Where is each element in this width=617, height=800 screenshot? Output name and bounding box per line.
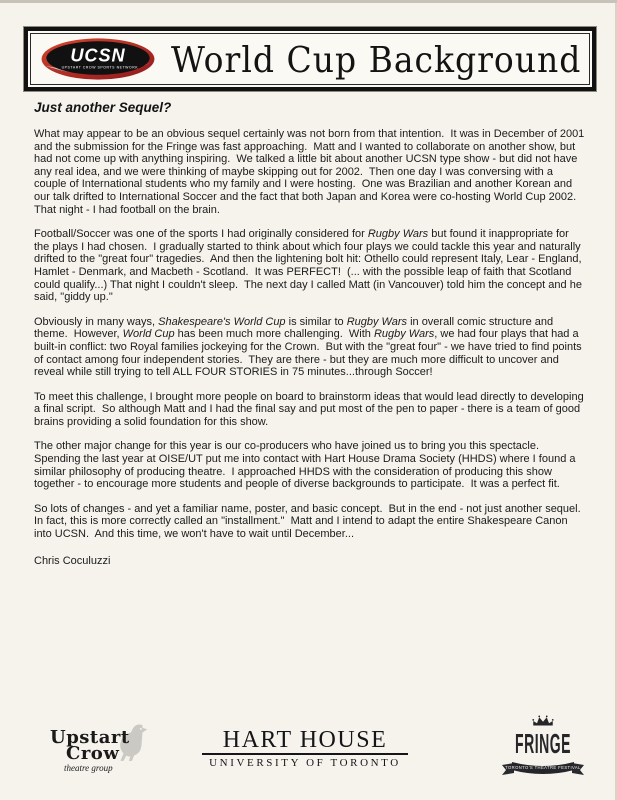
ucsn-acronym: UCSN bbox=[70, 45, 126, 66]
hart-house-subtitle: UNIVERSITY OF TORONTO bbox=[209, 757, 401, 769]
ucsn-tagline: UPSTART CROW SPORTS NETWORK bbox=[61, 65, 139, 70]
paragraph-6: So lots of changes - and yet a familiar name, poster, and basic concept. But in the end - not just another sequel. In fact, this is more correctly called an "installment." Matt and I intend to adapt the entire Shakespeare Canon into UCSN. And this time, we won't have to wait until December... bbox=[34, 502, 587, 541]
title-banner bbox=[24, 27, 596, 91]
hart-house-name: HART HOUSE bbox=[202, 728, 408, 755]
ucsn-logo-icon bbox=[39, 37, 157, 81]
footer-logos bbox=[0, 712, 617, 797]
paragraph-3: Obviously in many ways, Shakespeare's World Cup is similar to Rugby Wars in overall comic structure and theme. However, World Cup has been much more challenging. With Rugby Wars, we had four plays that had a built-in conflict: two Royal families jockeying for the Crown. But with the "great four" - we have tried to find points of contact among four independent stories. They are there - but they are much more difficult to uncover and reveal while still trying to tell ALL FOUR STORIES in 75 minutes...through Soccer! bbox=[34, 315, 585, 379]
upstart-crow-tagline: theatre group bbox=[64, 763, 113, 773]
paragraph-2: Football/Soccer was one of the sports I had originally considered for Rugby Wars but found it inappropriate for the plays I had chosen. I gradually started to think about which four plays we could tackle this year and naturally drifted to the "great four" tragedies. And then the lightening bolt hit: Othello could represent Italy, Lear - England, Hamlet - Denmark, and Macbeth - Scotland. It was PERFECT! (... with the possible leap of faith that Scotland could qualify...) That night I couldn't sleep. The next day I called Matt (in Vancouver) told him the concept and he said, "giddy up." bbox=[34, 228, 585, 304]
paragraph-4: To meet this challenge, I brought more people on board to brainstorm ideas that would lead directly to developing a final script. So although Matt and I had the final say and put most of the pen to paper - there is a team of good brains providing a solid foundation for this show. bbox=[34, 390, 587, 428]
upstart-crow-line1: Upstart bbox=[50, 727, 130, 748]
page-title: World Cup Background bbox=[171, 37, 582, 81]
hart-house-logo bbox=[202, 728, 408, 769]
signature: Chris Coculuzzi bbox=[34, 554, 111, 567]
upstart-crow-line2: Crow bbox=[66, 743, 120, 764]
paragraph-1: What may appear to be an obvious sequel certainly was not born from that intention. It was in December of 2001 and the submission for the Fringe was fast approaching. Matt and I wanted to collaborate on another show, but had not come up with anything inspiring. We talked a little bit about another UCSN type show - but did not have any real idea, and we were thinking of maybe skipping out for 2002. Then one day I was conversing with a couple of International students who my family and I were hosting. One was Brazilian and another Korean and our talk drifted to International Soccer and the fact that both Japan and Korea were co-hosting World Cup 2002. That night - I had football on the brain. bbox=[34, 128, 588, 216]
fringe-logo bbox=[500, 714, 586, 779]
title-banner-inner bbox=[30, 33, 590, 85]
upstart-crow-logo bbox=[50, 727, 180, 773]
paragraph-5: The other major change for this year is our co-producers who have joined us to bring you this spectacle. Spending the last year at OISE/UT put me into contact with Hart House Drama Society (HHDS) where I found a similar philosophy of producing theatre. I approached HHDS with the consideration of producing this show together - to encourage more students and people of diverse backgrounds to participate. It was a perfect fit. bbox=[34, 440, 579, 491]
fringe-name: FRINGE bbox=[515, 727, 571, 759]
crown-icon bbox=[528, 714, 558, 728]
fringe-banner-text: TORONTO'S THEATRE FESTIVAL bbox=[505, 765, 581, 771]
fringe-banner-ribbon bbox=[500, 759, 586, 779]
document-heading: Just another Sequel? bbox=[34, 100, 172, 115]
document-body bbox=[34, 100, 587, 567]
